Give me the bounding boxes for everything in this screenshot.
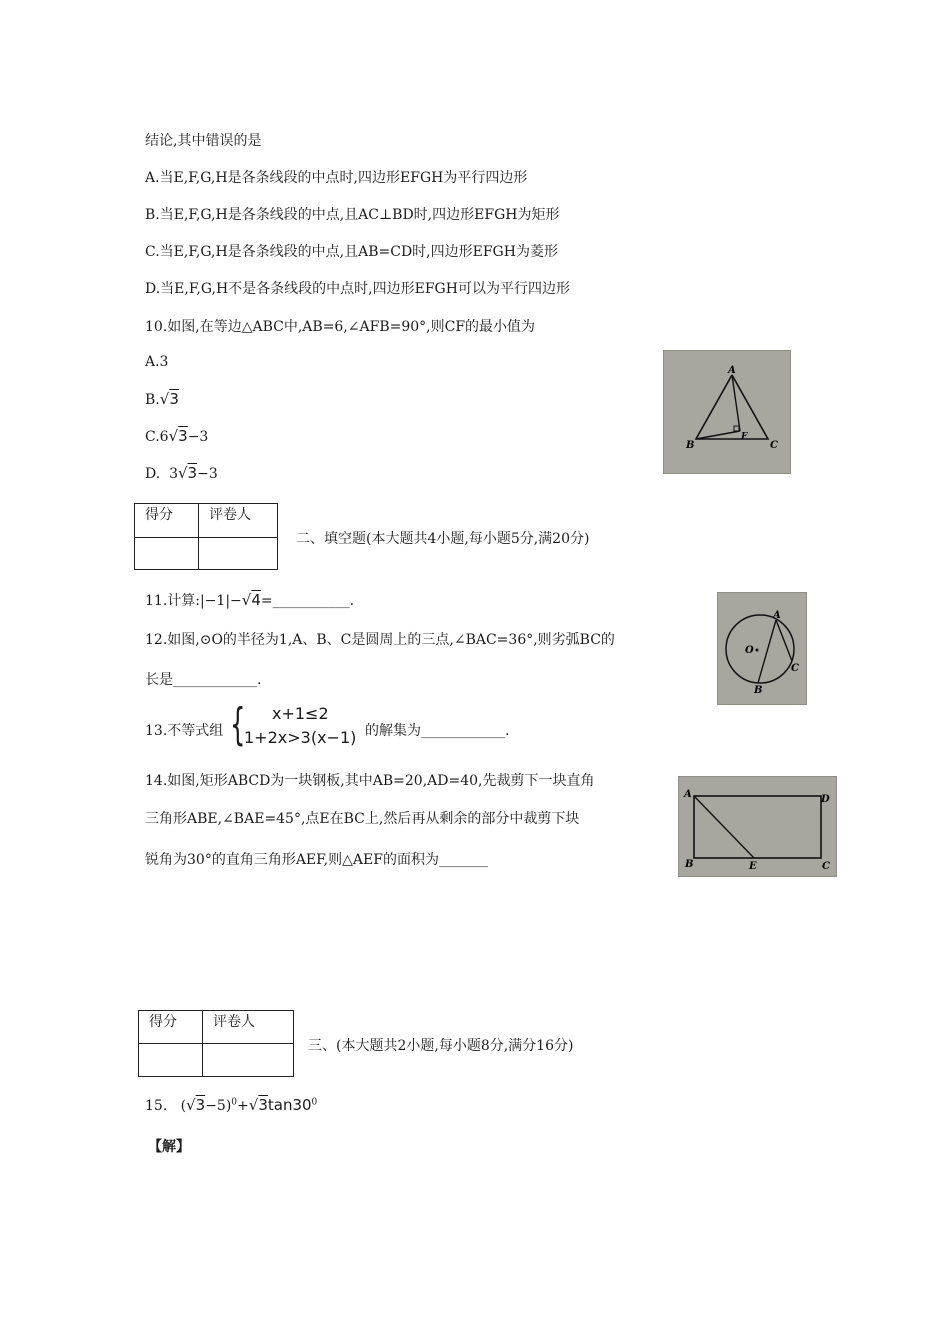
q12-figure [717,592,807,705]
q11-pre: 11.计算:|−1|− [145,593,242,609]
q14-line-3: 锐角为30°的直角三角形AEF,则△AEF的面积为_______ [145,852,488,868]
q13-post: 的解集为____________. [365,723,510,739]
score-table-2 [138,1010,294,1077]
section-3-title: 三、(本大题共2小题,每小题8分,满分16分) [308,1038,574,1054]
q10-label-b: B [686,440,695,451]
grader-header: 评卷人 [203,1011,294,1044]
rectangle-figure [679,777,836,876]
q15-mid: −5) [205,1098,232,1114]
sqrt-icon: √ [241,591,252,609]
q11 [145,590,354,610]
score-table-1 [134,503,278,570]
q9-option-d: D.当E,F,G,H不是各条线段的中点时,四边形EFGH可以为平行四边形 [145,281,570,297]
q13-inequality-1: x+1≤2 [272,704,329,723]
grader-header: 评卷人 [199,504,278,538]
sqrt-icon: √ [168,427,179,445]
grader-cell[interactable] [203,1044,294,1077]
answer-label: 【解】 [148,1139,190,1155]
triangle-figure [664,351,790,473]
q15-radicand-1: 3 [195,1096,206,1114]
q10-stem: 10.如图,在等边△ABC中,AB=6,∠AFB=90°,则CF的最小值为 [145,319,536,335]
q10-option-c [145,427,208,445]
q10-option-b [145,390,179,408]
q11-post: =___________. [260,593,355,609]
q10-option-c-radicand: 3 [178,427,188,445]
section-2-title: 二、填空题(本大题共4小题,每小题5分,满20分) [296,531,590,547]
score-cell[interactable] [139,1044,203,1077]
score-cell[interactable] [135,538,199,570]
q15-tan: tan30 [267,1096,312,1114]
sqrt-icon: √ [177,464,188,482]
q9-option-b: B.当E,F,G,H是各条线段的中点,且AC⊥BD时,四边形EFGH为矩形 [145,207,560,223]
q9-option-a: A.当E,F,G,H是各条线段的中点时,四边形EFGH为平行四边形 [145,170,528,186]
sqrt-icon: √ [159,390,170,408]
q13-pre: 13.不等式组 [145,723,224,739]
q14-label-d: D [821,794,830,805]
q14-figure [678,776,837,877]
q12-label-b: B [754,685,763,696]
grader-cell[interactable] [199,538,278,570]
q10-option-c-tail: −3 [187,429,209,445]
q9-intro: 结论,其中错误的是 [145,133,262,149]
q15-exponent-2: 0 [311,1097,318,1108]
q10-figure [663,350,791,474]
score-header: 得分 [135,504,199,538]
q14-label-c: C [822,861,830,872]
q10-option-a: A.3 [145,354,169,370]
q14-label-b: B [685,859,694,870]
q13-inequality-2: 1+2x>3(x−1) [244,728,357,747]
score-header: 得分 [139,1011,203,1044]
q15-radicand-2: 3 [258,1096,268,1114]
brace-icon: { [230,699,246,750]
q14-label-e: E [749,861,757,872]
q9-option-c: C.当E,F,G,H是各条线段的中点,且AB=CD时,四边形EFGH为菱形 [145,244,558,260]
q15 [145,1096,317,1114]
q11-radicand: 4 [251,591,261,609]
sqrt-icon: √ [186,1096,196,1114]
q10-option-d-label: D. 3 [145,466,178,482]
q10-option-d-tail: −3 [197,466,218,482]
q10-option-d-radicand: 3 [187,464,198,482]
q15-pre: 15. ( [145,1098,187,1114]
q10-label-c: C [770,440,778,451]
q12-label-o: O [745,645,754,656]
q14-line-2: 三角形ABE,∠BAE=45°,点E在BC上,然后再从剩余的部分中裁剪下块 [145,811,580,827]
q15-plus: + [237,1098,249,1114]
q15-exponent-1: 0 [231,1097,238,1108]
q10-option-b-radicand: 3 [169,390,179,408]
q12-line-1: 12.如图,⊙O的半径为1,A、B、C是圆周上的三点,∠BAC=36°,则劣弧BC的 [145,632,615,648]
q10-option-b-label: B. [145,392,160,408]
q12-line-2: 长是____________. [145,672,262,688]
q14-line-1: 14.如图,矩形ABCD为一块钢板,其中AB=20,AD=40,先裁剪下一块直角 [145,773,595,789]
circle-figure [718,593,806,704]
q12-label-a: A [773,610,781,621]
q14-label-a: A [684,789,692,800]
q10-label-f: F [741,432,748,442]
q10-option-c-label: C.6 [145,429,169,445]
q10-option-d [145,464,218,482]
q12-label-c: C [791,663,799,674]
sqrt-icon: √ [248,1096,259,1114]
q10-label-a: A [728,365,736,376]
